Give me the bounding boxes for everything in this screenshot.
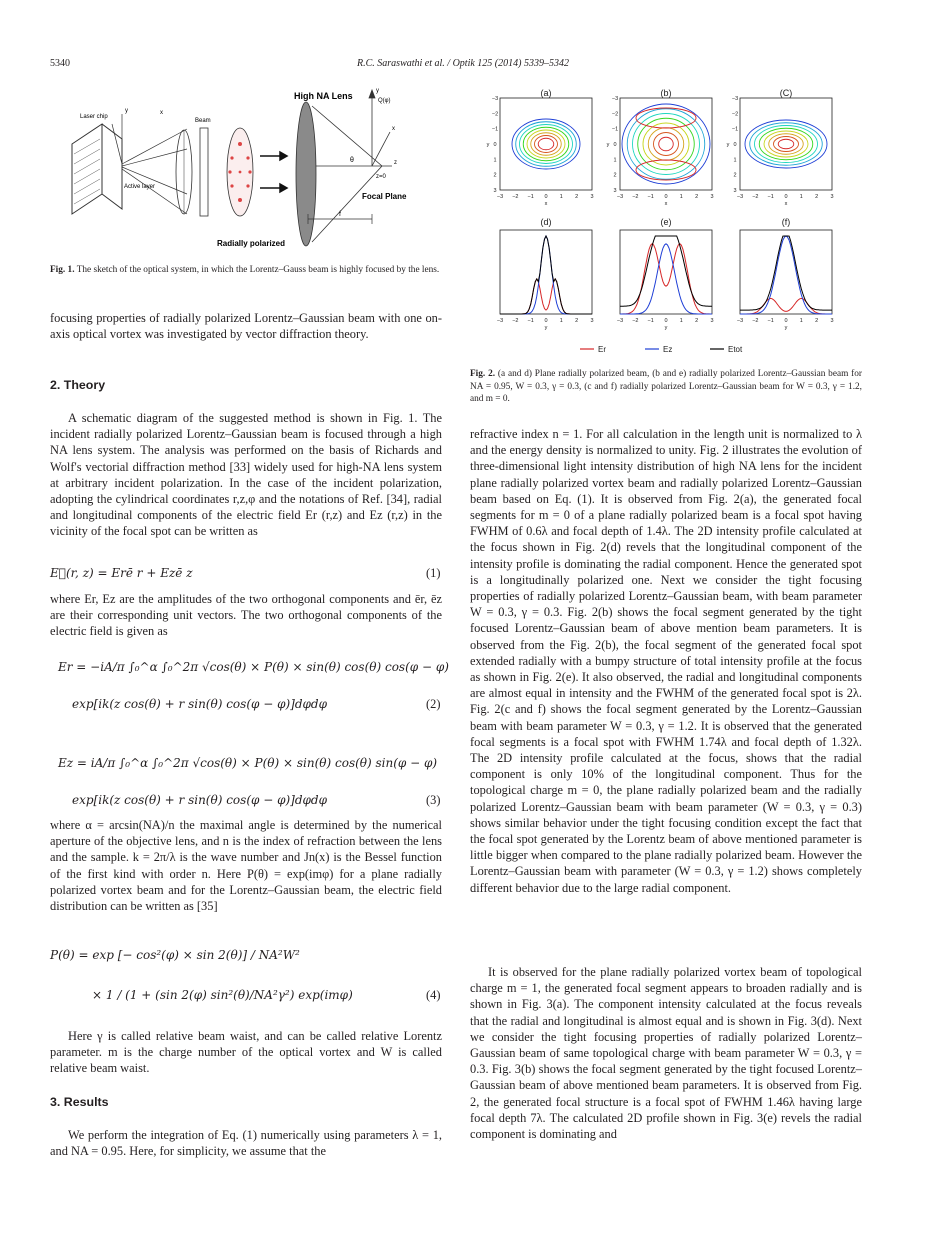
equation-3-number: (3) — [426, 793, 441, 807]
fig2-profile-xtick-1-3: 0 — [664, 318, 668, 324]
fig2-xtick-2-3: 0 — [784, 194, 788, 200]
fig1-y-label: y — [125, 108, 128, 114]
fig2-profile-xtick-0-0: −3 — [496, 318, 504, 324]
figure-1-caption-text: The sketch of the optical system, in which the Lorentz–Gauss beam is highly focused by the lens. — [76, 265, 440, 275]
where-paragraph-1-text: where Er, Ez are the amplitudes of the two orthogonal components and ēr, ēz are their corresponding unit vectors. The two orthogonal components of the electric field is given as — [50, 592, 442, 639]
fig2-ytick-2-4: 1 — [733, 157, 737, 164]
vortex-paragraph-text: It is observed for the plane radially polarized vortex beam of topological charge m = 1, the generated focal segment appears to broaden radially and is shown in Fig. 3(a). The component intensity calculated at the focus reveals that the radial and longitudinal is almost equal and is shown in Fig. 3(d). Next we consider the tight focusing properties of radially polarized Lorentz–Gaussian beam of same topological charge with beam parameter W = 0.3, γ = 0.3. Fig. 3(b) shows the focal segment generated by the tight focused Lorentz–Gaussian beam of above mentioned beam parameters. It is observed from Fig. 2, the generated focal structure is a focal spot of FWHM 1.46λ having large focal depth 7λ. The calculated 2D profile shown in Fig. 3(e) revels the radial component is dominating and — [470, 965, 862, 1142]
fig2-profile-xaxis-label-2: y — [784, 325, 788, 331]
fig1-radially-polarized-label: Radially polarized — [217, 239, 286, 248]
where-paragraph-2 — [50, 817, 442, 914]
journal-reference: R.C. Saraswathi et al. / Optik 125 (2014) 5339–5342 — [357, 58, 569, 69]
where-paragraph-1 — [50, 591, 442, 640]
equation-1: E⃗(r, z) = Erē r + Ezē z — [50, 566, 193, 580]
intro-paragraph-text: focusing properties of radially polarized Lorentz–Gaussian beam with one on-axis optical vortex was investigated by vector diffraction theory. — [50, 311, 442, 342]
fig2-panel-title-3: (d) — [540, 217, 552, 227]
fig2-ytick-1-3: 0 — [613, 142, 617, 148]
fig2-ytick-1-2: −1 — [611, 126, 619, 133]
fig1-xaxis-label: x — [392, 126, 395, 132]
fig2-xtick-0-0: −3 — [496, 194, 504, 200]
fig2-ytick-0-0: −3 — [491, 96, 499, 102]
fig2-profile-xtick-0-4: 1 — [559, 318, 563, 324]
vortex-paragraph — [470, 964, 862, 1142]
fig2-profile-xtick-2-1: −2 — [752, 318, 759, 324]
fig2-profile-xtick-2-5: 2 — [815, 318, 819, 324]
gamma-paragraph — [50, 1028, 442, 1077]
fig1-yaxis-label: y — [376, 88, 379, 94]
fig2-profile-xtick-2-3: 0 — [784, 318, 788, 324]
equation-4-line-1: P(θ) = exp [− cos²(φ) × sin 2(θ)] / NA²W² — [50, 948, 300, 962]
fig2-profile-frame-1 — [620, 230, 712, 314]
fig1-focal-plane-label: Focal Plane — [362, 192, 407, 201]
fig2-panel-frame-0 — [500, 98, 592, 190]
fig2-ytick-1-4: 1 — [613, 157, 617, 164]
section-3-heading: 3. Results — [50, 1095, 109, 1109]
fig2-panel-title-2: (C) — [779, 88, 793, 98]
fig2-ytick-2-5: 2 — [733, 172, 737, 179]
fig2-profile-xtick-1-0: −3 — [616, 318, 624, 324]
fig2-yaxis-label-2: y — [726, 142, 730, 148]
equation-4-line-2: × 1 / (1 + (sin 2(φ) sin²(θ)/NA²γ²) exp(imφ) — [92, 988, 353, 1002]
fig2-ytick-0-1: −2 — [491, 111, 499, 118]
fig1-x-label: x — [160, 110, 163, 116]
fig2-xtick-2-2: −1 — [767, 194, 774, 200]
fig2-xtick-0-6: 3 — [590, 194, 594, 200]
equation-1-number: (1) — [426, 566, 441, 580]
fig2-legend-label-0: Er — [598, 345, 606, 354]
fig2-profile-xtick-2-0: −3 — [736, 318, 744, 324]
fig2-panel-title-4: (e) — [660, 217, 672, 227]
fig2-ytick-0-3: 0 — [493, 142, 497, 148]
fig2-profile-xtick-0-5: 2 — [575, 318, 579, 324]
fig2-profile-xtick-1-4: 1 — [679, 318, 683, 324]
fig2-xtick-0-3: 0 — [544, 194, 548, 200]
where-paragraph-2-text: where α = arcsin(NA)/n the maximal angle is determined by the numerical aperture of the objective lens, and n is the index of refraction between the lens and the sample. k = 2π/λ is the wave number and Jn(x) is the Bessel function of the first kind with order n. Here P(θ) = exp(imφ) for a plane radially polarized vortex beam and for the Lorentz–Gaussian beam, the electric field distribution can be written as [35] — [50, 818, 442, 914]
equation-2-line-1: Er = −iA/π ∫₀^α ∫₀^2π √cos(θ) × P(θ) × sin(θ) cos(θ) cos(φ − φ) — [58, 660, 449, 674]
fig2-profile-xtick-2-6: 3 — [830, 318, 834, 324]
fig2-xtick-2-0: −3 — [736, 194, 744, 200]
fig2-panel-frame-2 — [740, 98, 832, 190]
fig2-ytick-0-2: −1 — [491, 126, 499, 133]
fig2-xtick-0-5: 2 — [575, 194, 579, 200]
fig2-ytick-2-0: −3 — [731, 96, 739, 102]
figure-2-caption-text: (a and d) Plane radially polarized beam, (b and e) radially polarized Lorentz–Gaussian beam for NA = 0.95, W = 0.3, γ = 0.3, (c and f) radially polarized Lorentz–Gaussian beam for W = 0.3, γ = 1.2, and m = 0. — [470, 369, 862, 405]
right-results-paragraph-text: refractive index n = 1. For all calculation in the length unit is normalized to λ and the energy density is normalized to unity. Fig. 2 illustrates the evolution of three-dimensional light intensity distribution of high NA lens for the incident plane radially polarized vortex beam and radially polarized Lorentz–Gaussian beam based on Eq. (1). It is observed from Fig. 2(a), the generated focal segments for m = 0 of a plane radially polarized beam is a focal spot having FWHM of 0.6λ and focal depth of 1.4λ. The 2D intensity profile calculated at the focus shown in Fig. 2(d) revels that the longitudinal component of the intensity profile is dominating the radial component. Hence the generated spot is a longitudinally polarized one. Next we consider the tight focusing properties of radially polarized Lorentz–Gaussian beam, with beam parameter W = 0.3, γ = 0.3. Fig. 2(b) shows the focal segment generated by the tight focused Lorentz–Gaussian beam of above mention beam parameters. It is observed from the Fig. 2(b), the focal segment of the generated focal spot extended radially with a bumpy structure of total intensity profile at the focus as shown in Fig. 2(e). It also observed, the radial and longitudinal components are almost equal in intensity and the FWHM of the generated focal spot is 2λ. Fig. 2(c and f) shows the focal segment generated by the Lorentz–Gaussian beam with beam parameter W = 0.3, γ = 1.2. It is observed that the generated focal segments is a focal spot with FWHM 1.74λ and focal depth of 1.32λ. The 2D intensity profile calculated at the focus, shows that the radial component is only 10% of the longitudinal component. Thus for the topological charge m = 0, the plane radially polarized beam and the radially polarized Lorentz–Gaussian beam with beam parameter (W = 0.3, γ = 0.3) shows similar behavior under the tight focusing condition except the fact that the focal spot generated by the Lorentz beam of above mentioned parameter is little bigger when compared to the plane radially polarized beam. However the Lorentz–Gaussian beam with parameter (W = 0.3, γ = 1.2) shows completely different behavior due to the large radial component. — [470, 427, 862, 895]
fig1-theta-label: θ — [350, 157, 354, 164]
fig2-profile-xtick-1-2: −1 — [647, 318, 654, 324]
fig2-xtick-2-4: 1 — [799, 194, 803, 200]
fig2-panel-title-1: (b) — [660, 88, 672, 98]
fig2-profile-xtick-0-3: 0 — [544, 318, 548, 324]
fig1-laser-chip-label: Laser chip — [80, 114, 108, 120]
fig2-profile-xaxis-label-1: y — [664, 325, 668, 331]
fig2-ytick-0-6: 3 — [493, 188, 497, 194]
fig2-ytick-1-1: −2 — [611, 111, 619, 118]
page-number: 5340 — [50, 58, 70, 69]
fig2-profile-xtick-2-4: 1 — [799, 318, 803, 324]
fig2-profile-xtick-0-6: 3 — [590, 318, 594, 324]
fig2-xtick-1-4: 1 — [679, 194, 683, 200]
fig2-xtick-0-4: 1 — [559, 194, 563, 200]
figure-2-intensity-plots — [480, 84, 868, 360]
figure-2-caption — [470, 368, 862, 406]
equation-3-line-2: exp[ik(z cos(θ) + r sin(θ) cos(φ − φ)]dφdφ — [72, 793, 328, 807]
fig2-panel-title-0: (a) — [540, 88, 552, 98]
fig2-xtick-1-3: 0 — [664, 194, 668, 200]
left-intro-paragraph — [50, 310, 442, 342]
fig1-z0-label: z=0 — [376, 174, 386, 180]
fig2-xaxis-label-1: x — [664, 201, 668, 207]
fig2-ytick-0-5: 2 — [493, 172, 497, 179]
fig2-legend-label-1: Ez — [663, 345, 673, 354]
gamma-paragraph-text: Here γ is called relative beam waist, and can be called relative Lorentz parameter. m is the charge number of the optical vortex and W is called relative beam waist. — [50, 1029, 442, 1076]
fig2-panel-title-5: (f) — [781, 217, 791, 227]
fig2-profile-xaxis-label-0: y — [544, 325, 548, 331]
fig2-xtick-2-1: −2 — [752, 194, 759, 200]
figure-1-caption — [50, 264, 442, 277]
fig1-f-label: f — [339, 211, 341, 218]
fig2-ytick-2-1: −2 — [731, 111, 739, 118]
fig1-q-label: Q(φ) — [378, 98, 391, 104]
fig2-ytick-1-0: −3 — [611, 96, 619, 102]
fig2-ytick-2-3: 0 — [733, 142, 737, 148]
fig2-xaxis-label-2: x — [784, 201, 788, 207]
fig2-profile-xtick-1-1: −2 — [632, 318, 639, 324]
equation-3-line-1: Ez = iA/π ∫₀^α ∫₀^2π √cos(θ) × P(θ) × sin(θ) cos(θ) sin(φ − φ) — [58, 756, 438, 770]
fig2-panel-frame-1 — [620, 98, 712, 190]
fig2-ytick-2-6: 3 — [733, 188, 737, 194]
theory-paragraph — [50, 410, 442, 540]
fig1-beam-label: Beam — [195, 118, 211, 124]
fig2-yaxis-label-0: y — [486, 142, 490, 148]
fig2-ytick-0-4: 1 — [493, 157, 497, 164]
fig2-profile-xtick-0-2: −1 — [527, 318, 534, 324]
figure-2-caption-label: Fig. 2. — [470, 369, 496, 379]
fig1-high-na-lens-label: High NA Lens — [294, 91, 353, 101]
section-2-heading: 2. Theory — [50, 378, 106, 392]
right-results-paragraph — [470, 426, 862, 896]
fig2-legend-label-2: Etot — [728, 345, 743, 354]
figure-1-caption-label: Fig. 1. — [50, 265, 75, 275]
results-paragraph-text: We perform the integration of Eq. (1) numerically using parameters λ = 1, and NA = 0.95. Here, for simplicity, we assume that the — [50, 1128, 442, 1159]
fig2-profile-xtick-0-1: −2 — [512, 318, 519, 324]
fig2-xtick-0-2: −1 — [527, 194, 534, 200]
equation-2-number: (2) — [426, 697, 441, 711]
fig1-active-layer-label: Active layer — [124, 184, 156, 190]
equation-2-line-2: exp[ik(z cos(θ) + r sin(θ) cos(φ − φ)]dφdφ — [72, 697, 328, 711]
fig2-profile-frame-0 — [500, 230, 592, 314]
fig2-yaxis-label-1: y — [606, 142, 610, 148]
fig2-profile-xtick-1-6: 3 — [710, 318, 714, 324]
fig2-xtick-1-1: −2 — [632, 194, 639, 200]
fig2-ytick-2-2: −1 — [731, 126, 739, 133]
fig2-xaxis-label-0: x — [544, 201, 548, 207]
figure-1-optical-sketch — [62, 84, 407, 254]
fig2-xtick-1-0: −3 — [616, 194, 624, 200]
fig2-profile-xtick-2-2: −1 — [767, 318, 774, 324]
fig2-xtick-2-6: 3 — [830, 194, 834, 200]
results-paragraph — [50, 1127, 442, 1159]
theory-paragraph-text: A schematic diagram of the suggested method is shown in Fig. 1. The incident radially polarized Lorentz–Gaussian beam is focused through a high NA lens system. The analysis was performed on the basis of Richards and Wolf's vectorial diffraction method [33] widely used for high-NA lens system at arbitrary incident polarization. In the case of the incident polarization, adopting the cylindrical coordinates r,z,φ and the notations of Ref. [34], radial and longitudinal components of the electric field Er (r,z) and Ez (r,z) in the vicinity of the focal spot can be written as — [50, 411, 442, 539]
fig2-xtick-1-2: −1 — [647, 194, 654, 200]
fig2-xtick-0-1: −2 — [512, 194, 519, 200]
fig2-ytick-1-6: 3 — [613, 188, 617, 194]
equation-4-number: (4) — [426, 988, 441, 1002]
fig2-xtick-1-5: 2 — [695, 194, 699, 200]
fig1-z-label: z — [394, 160, 397, 166]
fig2-ytick-1-5: 2 — [613, 172, 617, 179]
fig2-profile-frame-2 — [740, 230, 832, 314]
fig2-xtick-2-5: 2 — [815, 194, 819, 200]
fig2-profile-xtick-1-5: 2 — [695, 318, 699, 324]
fig2-xtick-1-6: 3 — [710, 194, 714, 200]
